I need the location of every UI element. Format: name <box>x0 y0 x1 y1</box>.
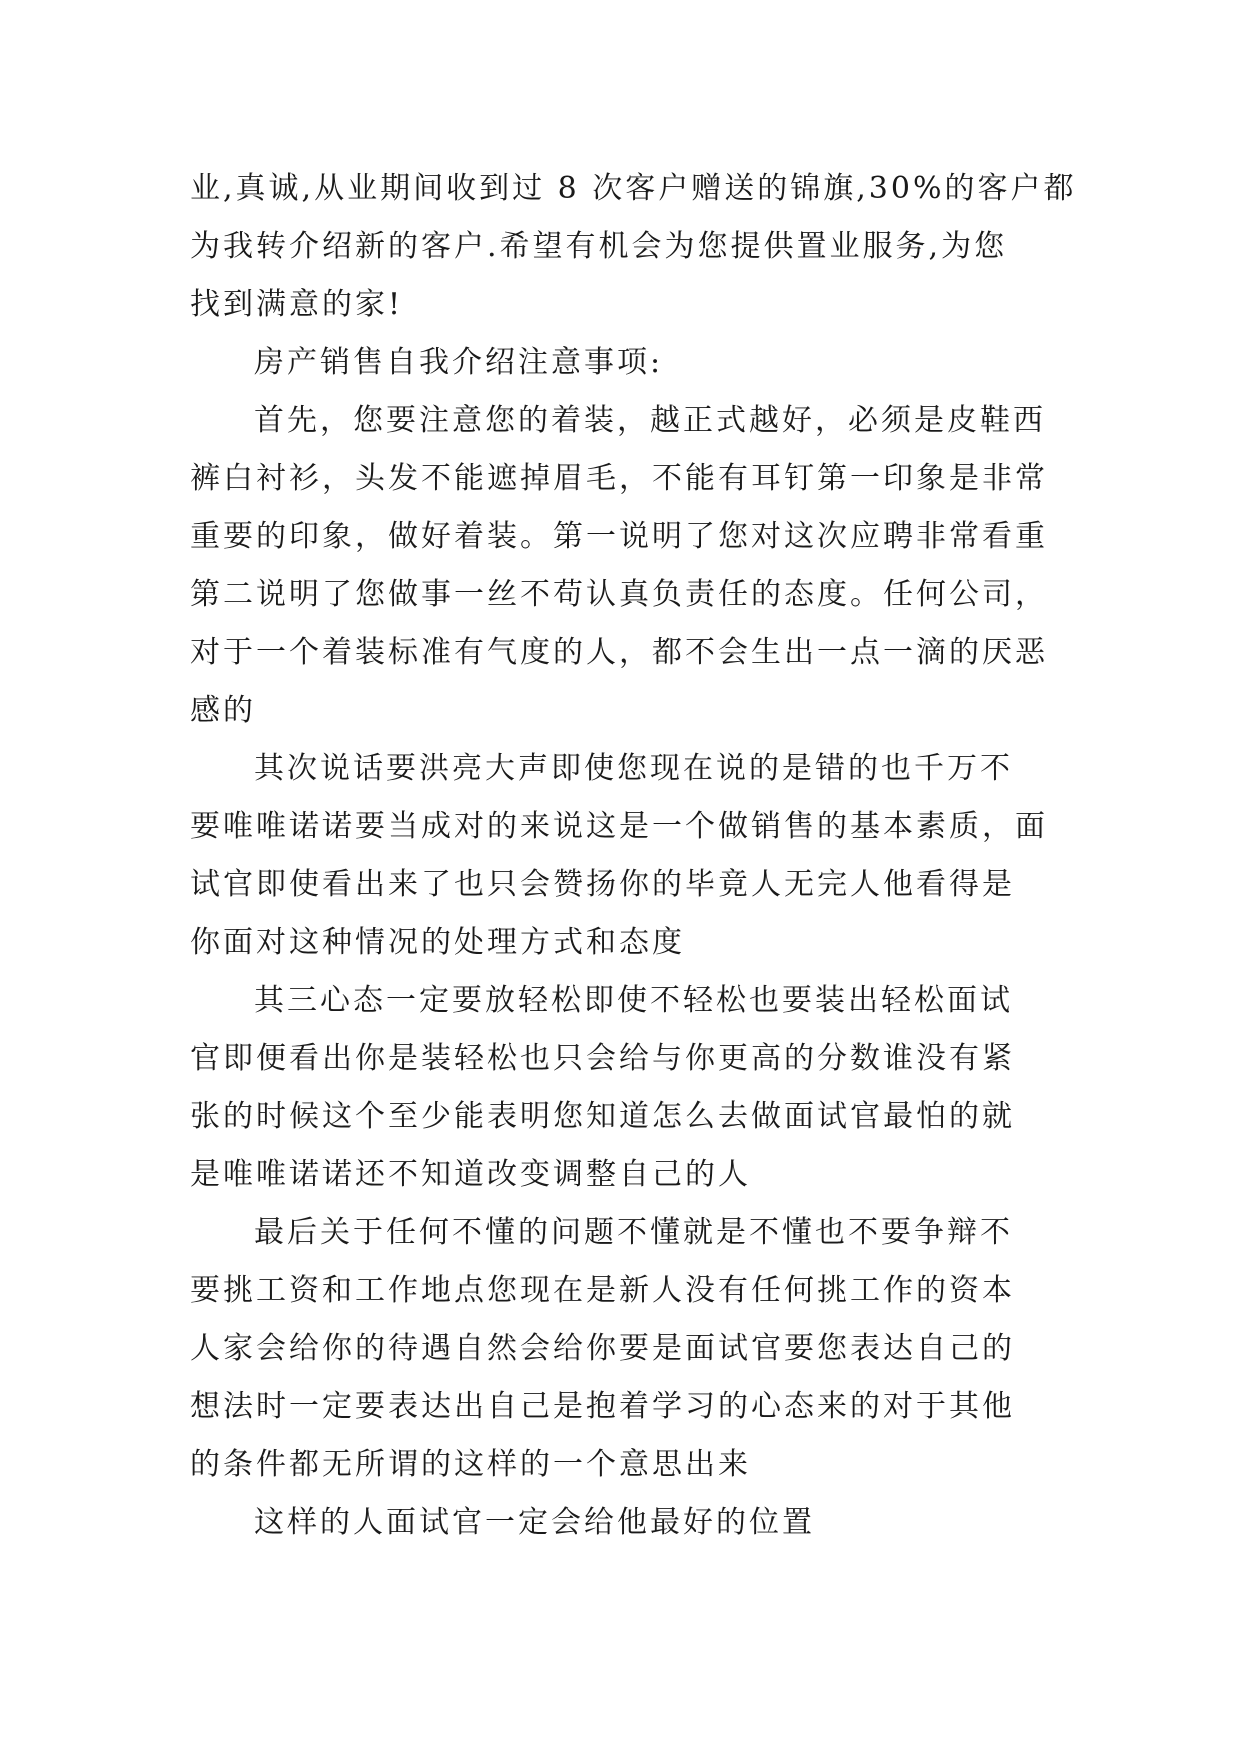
paragraph <box>190 972 1060 1204</box>
paragraph <box>190 392 1060 740</box>
text-line: 房产销售自我介绍注意事项: <box>254 345 664 380</box>
text-line: 的条件都无所谓的这样的一个意思出来 <box>190 1447 751 1482</box>
text-line: 找到满意的家! <box>190 287 404 322</box>
text-line: 其三心态一定要放轻松即使不轻松也要装出轻松面试 <box>254 983 1013 1018</box>
text-line: 为我转介绍新的客户.希望有机会为您提供置业服务,为您 <box>190 229 1008 264</box>
text-line: 张的时候这个至少能表明您知道怎么去做面试官最怕的就 <box>190 1099 1015 1134</box>
text-line: 业,真诚,从业期间收到过 8 次客户赠送的锦旗,30%的客户都 <box>190 171 1077 206</box>
paragraph <box>190 1494 1060 1552</box>
text-line: 是唯唯诺诺还不知道改变调整自己的人 <box>190 1157 751 1192</box>
text-line: 要挑工资和工作地点您现在是新人没有任何挑工作的资本 <box>190 1273 1015 1308</box>
text-line: 要唯唯诺诺要当成对的来说这是一个做销售的基本素质，面 <box>190 809 1048 844</box>
text-line: 首先，您要注意您的着装，越正式越好，必须是皮鞋西 <box>254 403 1046 438</box>
paragraph <box>190 740 1060 972</box>
text-line: 想法时一定要表达出自己是抱着学习的心态来的对于其他 <box>190 1389 1015 1424</box>
text-line: 其次说话要洪亮大声即使您现在说的是错的也千万不 <box>254 751 1013 786</box>
paragraph <box>190 160 1077 334</box>
text-line: 重要的印象，做好着装。第一说明了您对这次应聘非常看重 <box>190 519 1048 554</box>
text-line: 试官即使看出来了也只会赞扬你的毕竟人无完人他看得是 <box>190 867 1015 902</box>
text-line: 对于一个着装标准有气度的人，都不会生出一点一滴的厌恶 <box>190 635 1048 670</box>
text-line: 第二说明了您做事一丝不苟认真负责任的态度。任何公司， <box>190 577 1048 612</box>
text-line: 你面对这种情况的处理方式和态度 <box>190 925 685 960</box>
document-body <box>190 160 1077 1552</box>
paragraph <box>190 334 1060 392</box>
text-line: 人家会给你的待遇自然会给你要是面试官要您表达自己的 <box>190 1331 1015 1366</box>
paragraph <box>190 1204 1060 1494</box>
text-line: 最后关于任何不懂的问题不懂就是不懂也不要争辩不 <box>254 1215 1013 1250</box>
text-line: 裤白衬衫，头发不能遮掉眉毛，不能有耳钉第一印象是非常 <box>190 461 1048 496</box>
text-line: 官即便看出你是装轻松也只会给与你更高的分数谁没有紧 <box>190 1041 1015 1076</box>
text-line: 这样的人面试官一定会给他最好的位置 <box>254 1505 815 1540</box>
text-line: 感的 <box>190 693 256 728</box>
